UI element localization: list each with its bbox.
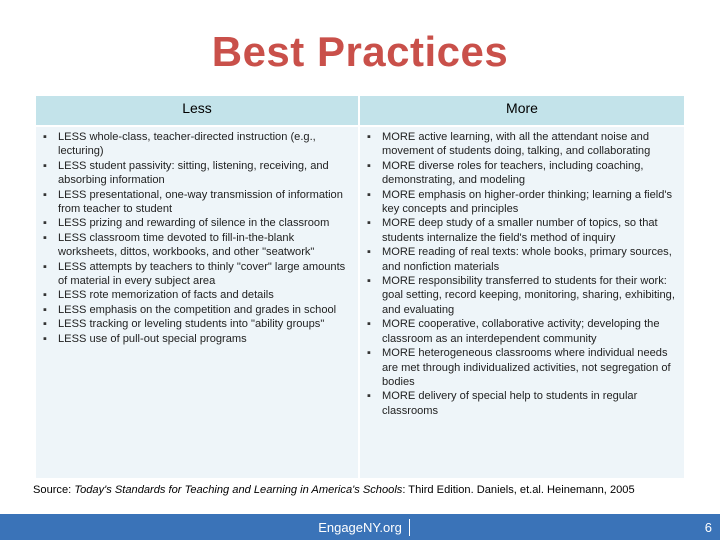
footer-divider bbox=[409, 519, 410, 536]
bullet-item: ▪ LESS whole-class, teacher-directed instruction (e.g., lecturing) bbox=[42, 130, 352, 159]
bullet-item: ▪ LESS tracking or leveling students into "ability groups" bbox=[42, 317, 352, 331]
bullet-item: ▪ MORE reading of real texts: whole books, primary sources, and nonfiction materials bbox=[366, 245, 678, 274]
bullet-item: ▪ LESS student passivity: sitting, listening, receiving, and absorbing information bbox=[42, 159, 352, 188]
bullet-item: ▪ MORE active learning, with all the attendant noise and movement of students doing, talking, and collaborating bbox=[366, 130, 678, 159]
bullet-item: ▪ MORE responsibility transferred to students for their work: goal setting, record keeping, monitoring, sharing, exhibiting, and evaluating bbox=[366, 274, 678, 317]
page-number: 6 bbox=[704, 520, 712, 535]
more-bullet-list bbox=[360, 127, 684, 418]
brand-suffix: NY.org bbox=[363, 520, 402, 535]
bullet-item: ▪ MORE cooperative, collaborative activity; developing the classroom as an interdependent community bbox=[366, 317, 678, 346]
bullet-item: ▪ MORE heterogeneous classrooms where individual needs are met through individualized activities, not segregation of bodies bbox=[366, 346, 678, 389]
bullet-item: ▪ LESS rote memorization of facts and details bbox=[42, 288, 352, 302]
bullet-item: ▪ LESS use of pull-out special programs bbox=[42, 332, 352, 346]
more-column-header: More bbox=[360, 96, 684, 125]
brand-name: Engage bbox=[318, 520, 364, 535]
bullet-item: ▪ LESS attempts by teachers to thinly "cover" large amounts of material in every subject area bbox=[42, 260, 352, 289]
footer-brand bbox=[0, 514, 720, 540]
bullet-item: ▪ LESS emphasis on the competition and grades in school bbox=[42, 303, 352, 317]
bullet-item: ▪ MORE diverse roles for teachers, including coaching, demonstrating, and modeling bbox=[366, 159, 678, 188]
footer-bar bbox=[0, 514, 720, 540]
source-citation bbox=[33, 484, 713, 496]
bullet-item: ▪ MORE deep study of a smaller number of topics, so that students internalize the field's method of inquiry bbox=[366, 216, 678, 245]
slide-title: Best Practices bbox=[211, 28, 509, 75]
less-column-cell bbox=[36, 127, 358, 478]
less-column-header: Less bbox=[36, 96, 358, 125]
bullet-item: ▪ MORE emphasis on higher-order thinking; learning a field's key concepts and principles bbox=[366, 188, 678, 217]
bullet-item: ▪ MORE delivery of special help to students in regular classrooms bbox=[366, 389, 678, 418]
bullet-item: ▪ LESS classroom time devoted to fill-in-the-blank worksheets, dittos, workbooks, and other "seatwork" bbox=[42, 231, 352, 260]
more-column-cell bbox=[360, 127, 684, 478]
comparison-table bbox=[36, 96, 684, 478]
source-book-title: Today's Standards for Teaching and Learning in America's Schools bbox=[74, 484, 403, 496]
less-bullet-list bbox=[36, 127, 358, 346]
bullet-item: ▪ LESS prizing and rewarding of silence in the classroom bbox=[42, 216, 352, 230]
source-prefix: Source: bbox=[33, 484, 75, 496]
bullet-item: ▪ LESS presentational, one-way transmission of information from teacher to student bbox=[42, 188, 352, 217]
source-suffix: : Third Edition. Daniels, et.al. Heinemann, 2005 bbox=[402, 484, 635, 496]
